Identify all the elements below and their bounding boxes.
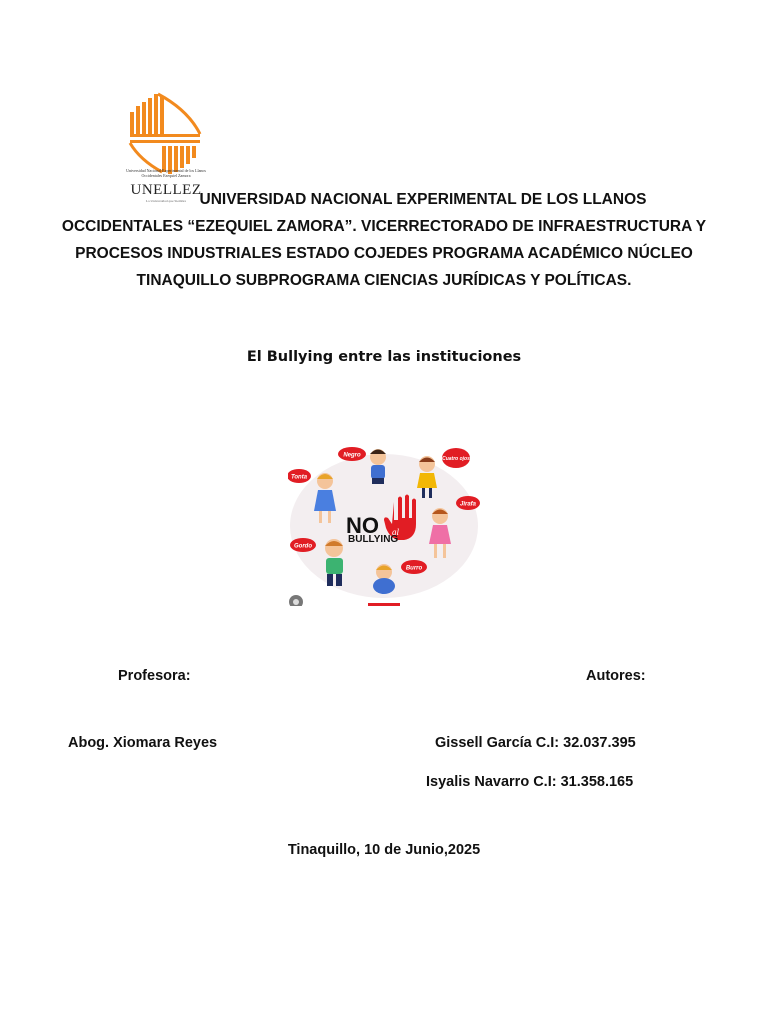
speech-bubble — [401, 560, 427, 574]
speech-bubble — [288, 469, 311, 483]
svg-text:Tonta: Tonta — [290, 474, 308, 481]
header-line: UNIVERSIDAD NACIONAL EXPERIMENTAL DE LOS LLANOS — [199, 191, 647, 208]
no-bullying-illustration — [288, 436, 480, 606]
logo-tagline: La Universidad que Siembra — [145, 199, 187, 203]
speech-bubble — [338, 447, 366, 461]
header-line: OCCIDENTALES “EZEQUIEL ZAMORA”. VICERRECTORADO DE INFRAESTRUCTURA Y — [61, 218, 707, 235]
svg-text:Gordo: Gordo — [294, 543, 312, 550]
profesora-label: Profesora: — [118, 668, 191, 684]
svg-text:Negro: Negro — [343, 452, 361, 459]
header-line: TINAQUILLO SUBPROGRAMA CIENCIAS JURÍDICAS Y POLÍTICAS. — [136, 272, 632, 289]
svg-text:Cuatro ojos: Cuatro ojos — [442, 456, 470, 462]
document-date: Tinaquillo, 10 de Junio,2025 — [287, 842, 481, 858]
headline-bullying: BULLYING — [348, 534, 399, 545]
author-name: Isyalis Navarro C.I: 31.358.165 — [426, 774, 634, 790]
svg-text:Burro: Burro — [405, 565, 423, 572]
child-figure — [370, 449, 386, 484]
author-name: Gissell García C.I: 32.037.395 — [435, 735, 636, 751]
document-title: El Bullying entre las instituciones — [246, 349, 522, 365]
institution-header — [60, 186, 708, 294]
header-line: PROCESOS INDUSTRIALES ESTADO COJEDES PROGRAMA ACADÉMICO NÚCLEO — [75, 245, 693, 262]
autores-label: Autores: — [586, 668, 646, 684]
profesora-name: Abog. Xiomara Reyes — [68, 735, 218, 751]
logo-wordmark: UNELLEZ — [130, 182, 202, 198]
speech-bubble — [290, 538, 316, 552]
headline-no: NO — [346, 513, 379, 538]
speech-bubble — [456, 496, 480, 510]
svg-text:Jirafa: Jirafa — [459, 501, 477, 508]
headline-al: al — [392, 527, 400, 537]
logo-caption: Universidad Nacional Experimental de los Llanos Occidentales Ezequiel Zamora — [126, 168, 206, 178]
speech-bubble — [442, 448, 470, 468]
